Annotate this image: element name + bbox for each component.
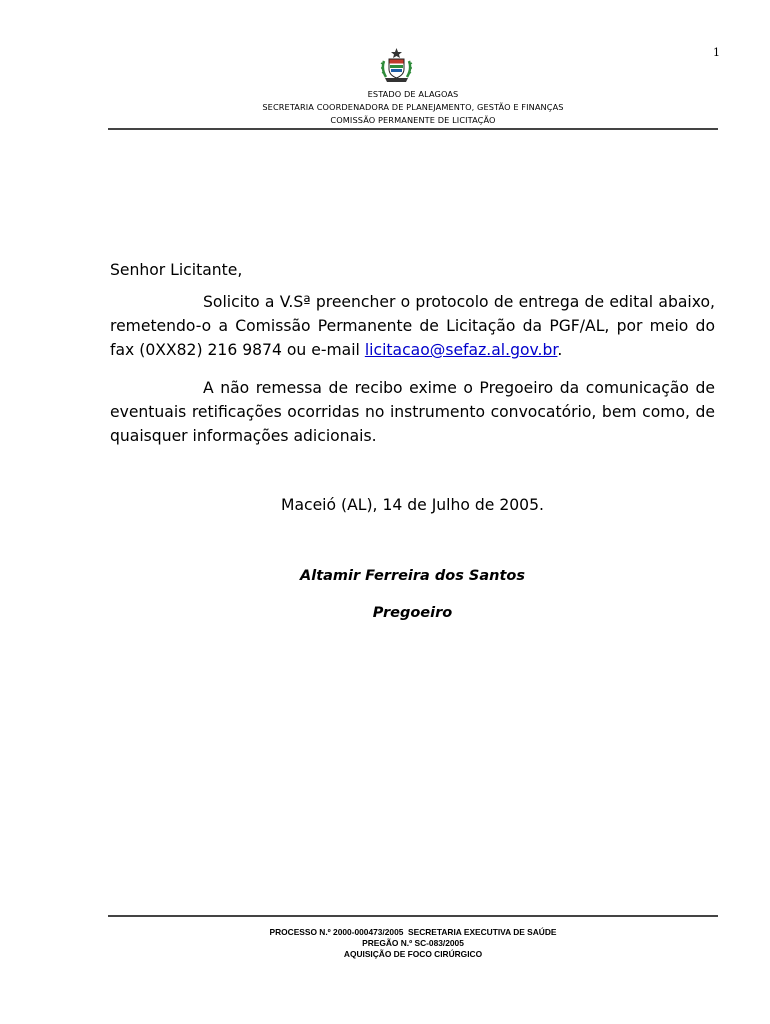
- page-number: 1: [713, 46, 720, 59]
- footer: [108, 927, 718, 960]
- header-divider: [108, 128, 718, 130]
- email-link[interactable]: licitacao@sefaz.al.gov.br: [364, 341, 558, 359]
- letterhead-state: ESTADO DE ALAGOAS: [367, 89, 459, 99]
- letter-paragraph-2: [110, 376, 715, 448]
- letterhead: [108, 88, 718, 127]
- paragraph-1-text: Solicito a V.Sª preencher o protocolo de entrega de edital abaixo, remetendo-o a Comissão Permanente de Licitação da PGF/AL, por meio do fax (0XX82) 216 9874 ou e-mail: [110, 293, 715, 359]
- footer-process: PROCESSO N.º 2000-000473/2005 SECRETARIA EXECUTIVA DE SAÚDE: [269, 927, 557, 937]
- letter-greeting: Senhor Licitante,: [110, 261, 243, 279]
- letterhead-secretariat: SECRETARIA COORDENADORA DE PLANEJAMENTO, GESTÃO E FINANÇAS: [262, 102, 564, 112]
- paragraph-1-end: .: [557, 341, 563, 359]
- signer-name: Altamir Ferreira dos Santos: [300, 568, 525, 584]
- state-coat-of-arms-icon: [380, 47, 413, 83]
- paragraph-2-text: A não remessa de recibo exime o Pregoeiro da comunicação de eventuais retificações ocorridas no instrumento convocatório, bem como, de quaisquer informações adicionais.: [110, 379, 715, 445]
- footer-acquisition: AQUISIÇÃO DE FOCO CIRÚRGICO: [343, 949, 483, 959]
- footer-divider: [108, 915, 718, 917]
- footer-auction: PREGÃO N.º SC-083/2005: [362, 938, 464, 948]
- letter-date: Maceió (AL), 14 de Julho de 2005.: [281, 496, 544, 514]
- letterhead-commission: COMISSÃO PERMANENTE DE LICITAÇÃO: [330, 115, 496, 125]
- letter-paragraph-1: [110, 290, 715, 362]
- signer-role: Pregoeiro: [372, 605, 453, 621]
